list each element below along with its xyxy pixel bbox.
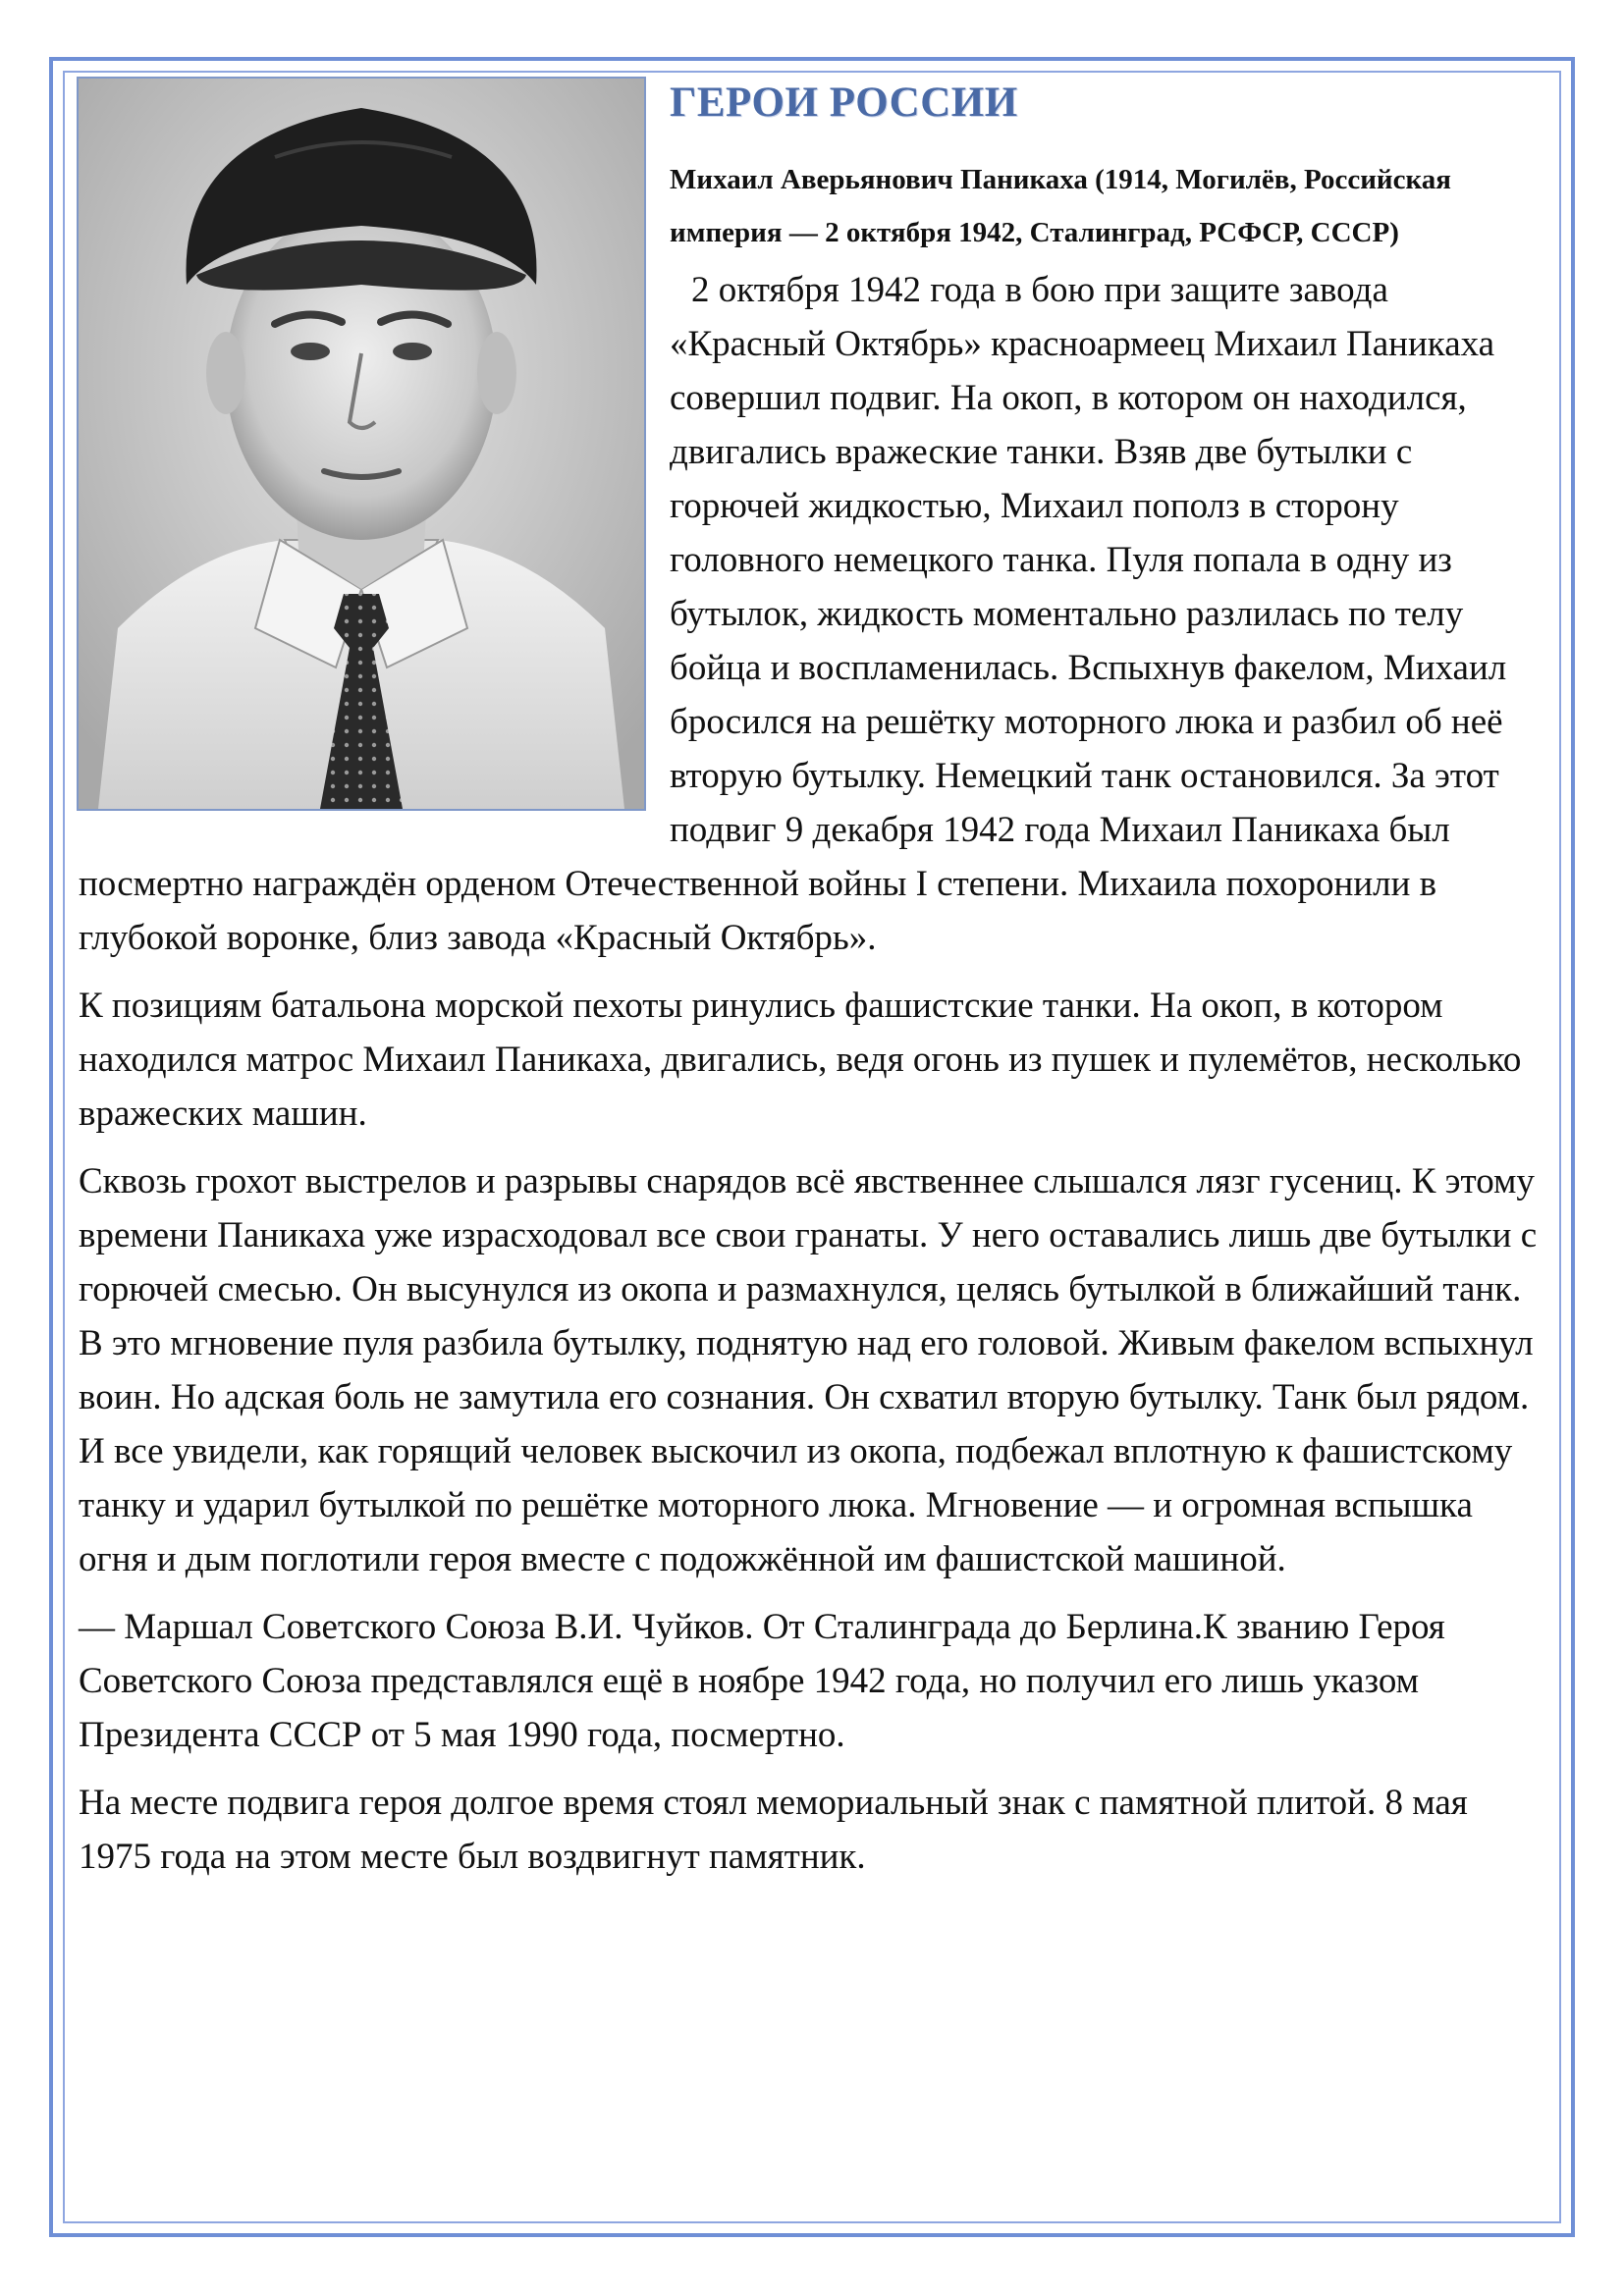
- paragraph-3: Сквозь грохот выстрелов и разрывы снарядов всё явственнее слышался лязг гусениц. К этому времени Паникаха уже израсходовал все свои гранаты. У него оставались лишь две бутылки с горючей смесью. Он высунулся из окопа и размахнулся, целясь бутылкой в ближайший танк. В это мгновение пуля разбила бутылку, поднятую над его головой. Живым факелом вспыхнул воин. Но адская боль не замутила его сознания. Он схватил вторую бутылку. Танк был рядом. И все увидели, как горящий человек выскочил из окопа, подбежал вплотную к фашистскому танку и ударил бутылкой по решётке моторного люка. Мгновение — и огромная вспышка огня и дым поглотили героя вместе с подожжённой им фашистской машиной.: [79, 1161, 1538, 1579]
- paragraph-5: На месте подвига героя долгое время стоял мемориальный знак с памятной плитой. 8 мая 1975 года на этом месте был воздвигнут памятник.: [79, 1783, 1468, 1877]
- page-title: ГЕРОИ РОССИИ: [670, 80, 1018, 126]
- article-content: [79, 77, 1549, 1897]
- hero-subtitle: Михаил Аверьянович Паникаха (1914, Могилёв, Российская империя — 2 октября 1942, Сталинград, РСФСР, СССР): [670, 164, 1451, 248]
- paragraph-2: К позициям батальона морской пехоты ринулись фашистские танки. На окоп, в котором находился матрос Михаил Паникаха, двигались, ведя огонь из пушек и пулемётов, несколько вражеских машин.: [79, 986, 1522, 1134]
- paragraph-1: 2 октября 1942 года в бою при защите завода «Красный Октябрь» красноармеец Михаил Паникаха совершил подвиг. На окоп, в котором он находился, двигались вражеские танки. Взяв две бутылки с горючей жидкостью, Михаил пополз в сторону головного немецкого танка. Пуля попала в одну из бутылок, жидкость моментально разлилась по телу бойца и воспламенилась. Вспыхнув факелом, Михаил бросился на решётку моторного люка и разбил об неё вторую бутылку. Немецкий танк остановился. За этот подвиг 9 декабря 1942 года Михаил Паникаха был посмертно награждён орденом Отечественной войны I степени. Михаила похоронили в глубокой воронке, близ завода «Красный Октябрь».: [79, 270, 1507, 958]
- portrait-spacer: [79, 77, 670, 815]
- paragraph-4: — Маршал Советского Союза В.И. Чуйков. От Сталинграда до Берлина.К званию Героя Советского Союза представлялся ещё в ноябре 1942 года, но получил его лишь указом Президента СССР от 5 мая 1990 года, посмертно.: [79, 1607, 1445, 1755]
